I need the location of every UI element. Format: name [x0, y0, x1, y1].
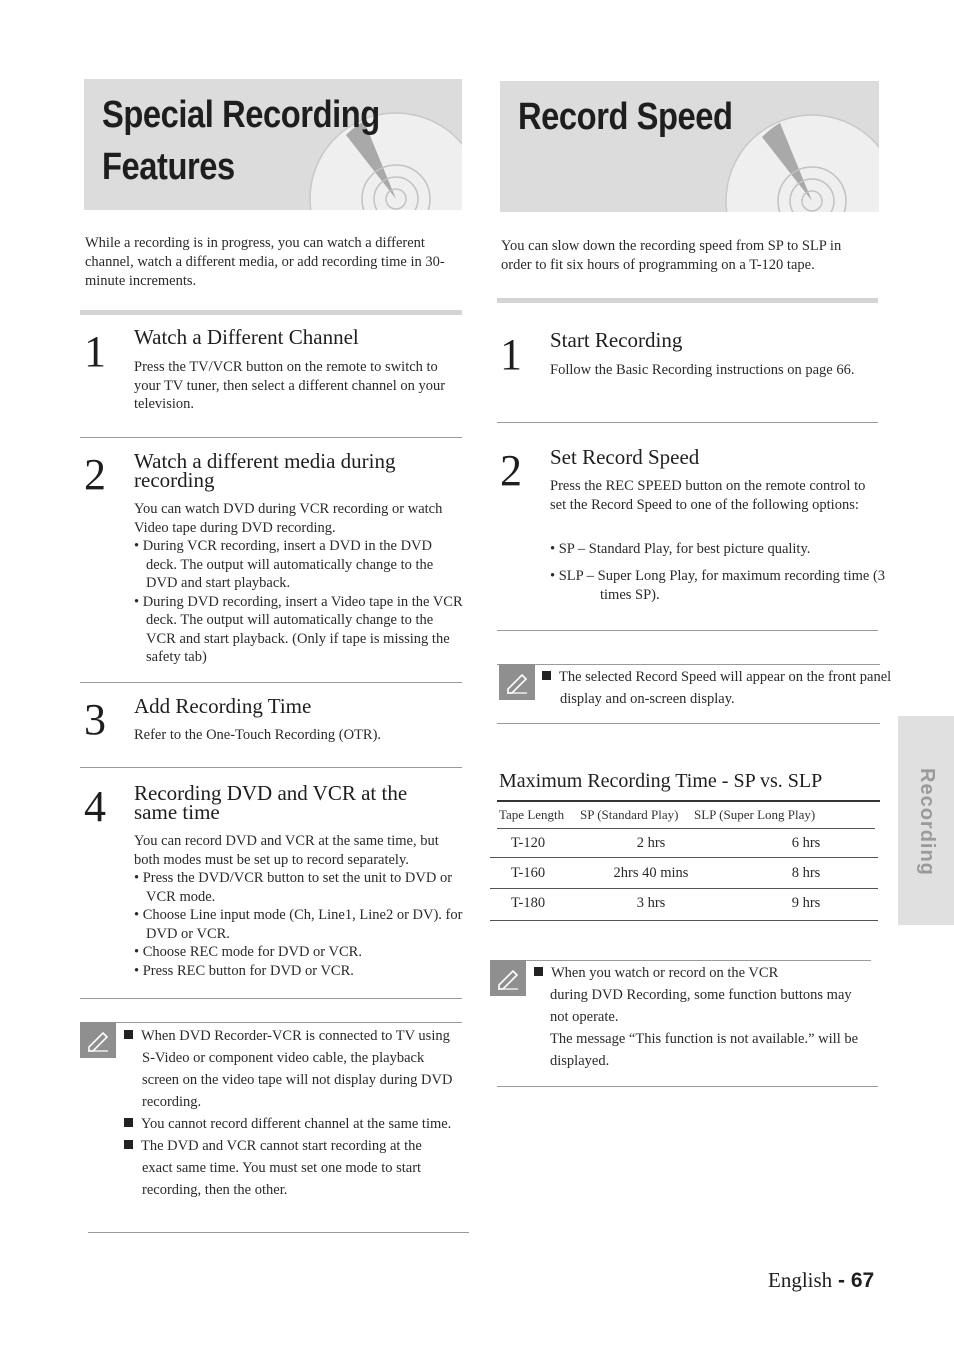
bullet-square-icon: [534, 967, 543, 976]
divider: [80, 1022, 462, 1023]
side-tab-label: Recording: [916, 768, 938, 876]
table-rule: [490, 857, 878, 858]
divider: [80, 998, 462, 999]
list-item: • Press the DVD/VCR button to set the unit to DVD or VCR mode.: [134, 870, 453, 905]
step-title: Watch a Different Channel: [134, 325, 359, 349]
table-header: SP (Standard Play): [580, 807, 679, 822]
divider: [497, 630, 878, 631]
note-item: The DVD and VCR cannot start recording at the exact same time. You must set one mode to start recording, then the other.: [124, 1135, 454, 1201]
left-title-banner: [84, 79, 462, 210]
divider: [88, 1232, 469, 1233]
note-item: When DVD Recorder-VCR is connected to TV using S-Video or component video cable, the playback screen on the video tape will not display during DVD recording.: [124, 1025, 454, 1113]
table-header: Tape Length: [499, 807, 565, 822]
table-cell: 6 hrs: [791, 835, 821, 851]
pencil-note-icon: [80, 1022, 116, 1058]
step-number: 1: [84, 327, 106, 376]
step-title: Watch a different media during recording: [134, 449, 396, 492]
step-text: Press the TV/VCR button on the remote to switch to your TV tuner, then select a different channel on your television.: [134, 359, 446, 412]
table-title: Maximum Recording Time - SP vs. SLP: [499, 770, 823, 792]
step-text: Follow the Basic Recording instructions on page 66.: [550, 362, 855, 378]
step-title: Recording DVD and VCR at the same time: [134, 781, 408, 824]
table-rule: [497, 800, 880, 802]
step-title: Set Record Speed: [550, 445, 700, 469]
left-intro: While a recording is in progress, you can watch a different channel, watch a different media, or add recording time in 30-minute increments.: [85, 235, 445, 289]
table-rule: [490, 920, 878, 921]
list-item: • SLP – Super Long Play, for maximum recording time (3 times SP).: [550, 568, 886, 603]
pencil-note-icon: [499, 664, 535, 700]
list-item: • During DVD recording, insert a Video tape in the VCR deck. The output will automatically change to the VCR and start playback. (Only if tape is missing the safety tab): [134, 593, 463, 665]
list-item: • Choose REC mode for DVD or VCR.: [134, 944, 362, 960]
table-cell: T-120: [511, 835, 546, 851]
table-cell: T-160: [511, 865, 546, 881]
divider: [80, 310, 462, 315]
table-cell: 2hrs 40 mins: [613, 865, 689, 881]
divider: [80, 437, 462, 438]
bullet-square-icon: [542, 671, 551, 680]
step-number: 4: [84, 782, 106, 831]
step-text: Refer to the One-Touch Recording (OTR).: [134, 727, 382, 743]
bullet-square-icon: [124, 1140, 133, 1149]
table-rule: [497, 828, 875, 829]
list-item: • Choose Line input mode (Ch, Line1, Line2 or DV). for DVD or VCR.: [134, 907, 463, 942]
note-item: When you watch or record on the VCR during DVD Recording, some function buttons may not operate. The message “This function is not available.” will be displayed.: [534, 962, 864, 1072]
divider: [80, 682, 462, 683]
disc-icon: [722, 107, 879, 212]
pencil-note-icon: [490, 960, 526, 996]
divider: [490, 960, 871, 961]
footer-language: English: [768, 1268, 833, 1292]
divider: [497, 723, 880, 724]
table-header: SLP (Super Long Play): [694, 807, 816, 822]
table-rule: [490, 888, 878, 889]
table-cell: 8 hrs: [791, 865, 821, 881]
note-list: [124, 1025, 454, 1201]
step-text: You can record DVD and VCR at the same time, but both modes must be set up to record separately. • Press the DVD/VCR button to set the unit to DVD or VCR mode. • Choose Line input mode (Ch, Line1, Line2 or DV). for DVD or VCR. • Choose REC mode for DVD or VCR. • Press REC button for DVD or VCR.: [134, 833, 463, 979]
note-item: You cannot record different channel at the same time.: [124, 1113, 454, 1135]
note-item: The selected Record Speed will appear on the front panel display and on-screen display.: [542, 666, 896, 710]
step-text: Press the REC SPEED button on the remote control to set the Record Speed to one of the following options:: [550, 478, 866, 513]
divider: [497, 422, 878, 423]
table-cell: 2 hrs: [636, 835, 666, 851]
list-item: • SP – Standard Play, for best picture quality.: [550, 541, 811, 557]
table-cell: T-180: [511, 895, 546, 911]
divider: [497, 664, 880, 665]
step-text: You can watch DVD during VCR recording or watch Video tape during DVD recording. • During VCR recording, insert a DVD in the DVD deck. The output will automatically change to the DVD and start playback. • During DVD recording, insert a Video tape in the VCR deck. The output will automatically change to the VCR and start playback. (Only if tape is missing the safety tab): [134, 501, 463, 665]
page-footer: [768, 1268, 874, 1293]
divider: [80, 767, 462, 768]
step-number: 2: [500, 446, 522, 495]
step-title: Start Recording: [550, 328, 683, 352]
page-title: Special Recording Features: [102, 94, 380, 188]
bullet-square-icon: [124, 1118, 133, 1127]
list-item: • During VCR recording, insert a DVD in the DVD deck. The output will automatically change to the DVD and start playback.: [134, 538, 434, 591]
table-cell: 3 hrs: [636, 895, 666, 911]
right-title-banner: [500, 81, 879, 212]
step-number: 3: [84, 695, 106, 744]
list-item: • Press REC button for DVD or VCR.: [134, 962, 354, 979]
divider: [497, 1086, 878, 1087]
step-number: 2: [84, 450, 106, 499]
section-side-tab: [898, 716, 954, 925]
page-number: 67: [850, 1269, 875, 1292]
step-number: 1: [500, 330, 522, 379]
table-cell: 9 hrs: [791, 895, 821, 911]
step-title: Add Recording Time: [134, 694, 312, 718]
footer-separator: -: [832, 1269, 851, 1292]
bullet-square-icon: [124, 1030, 133, 1039]
right-intro: You can slow down the recording speed from SP to SLP in order to fit six hours of programming on a T-120 tape.: [501, 238, 842, 273]
divider: [497, 298, 878, 303]
section-title: Record Speed: [518, 96, 733, 138]
